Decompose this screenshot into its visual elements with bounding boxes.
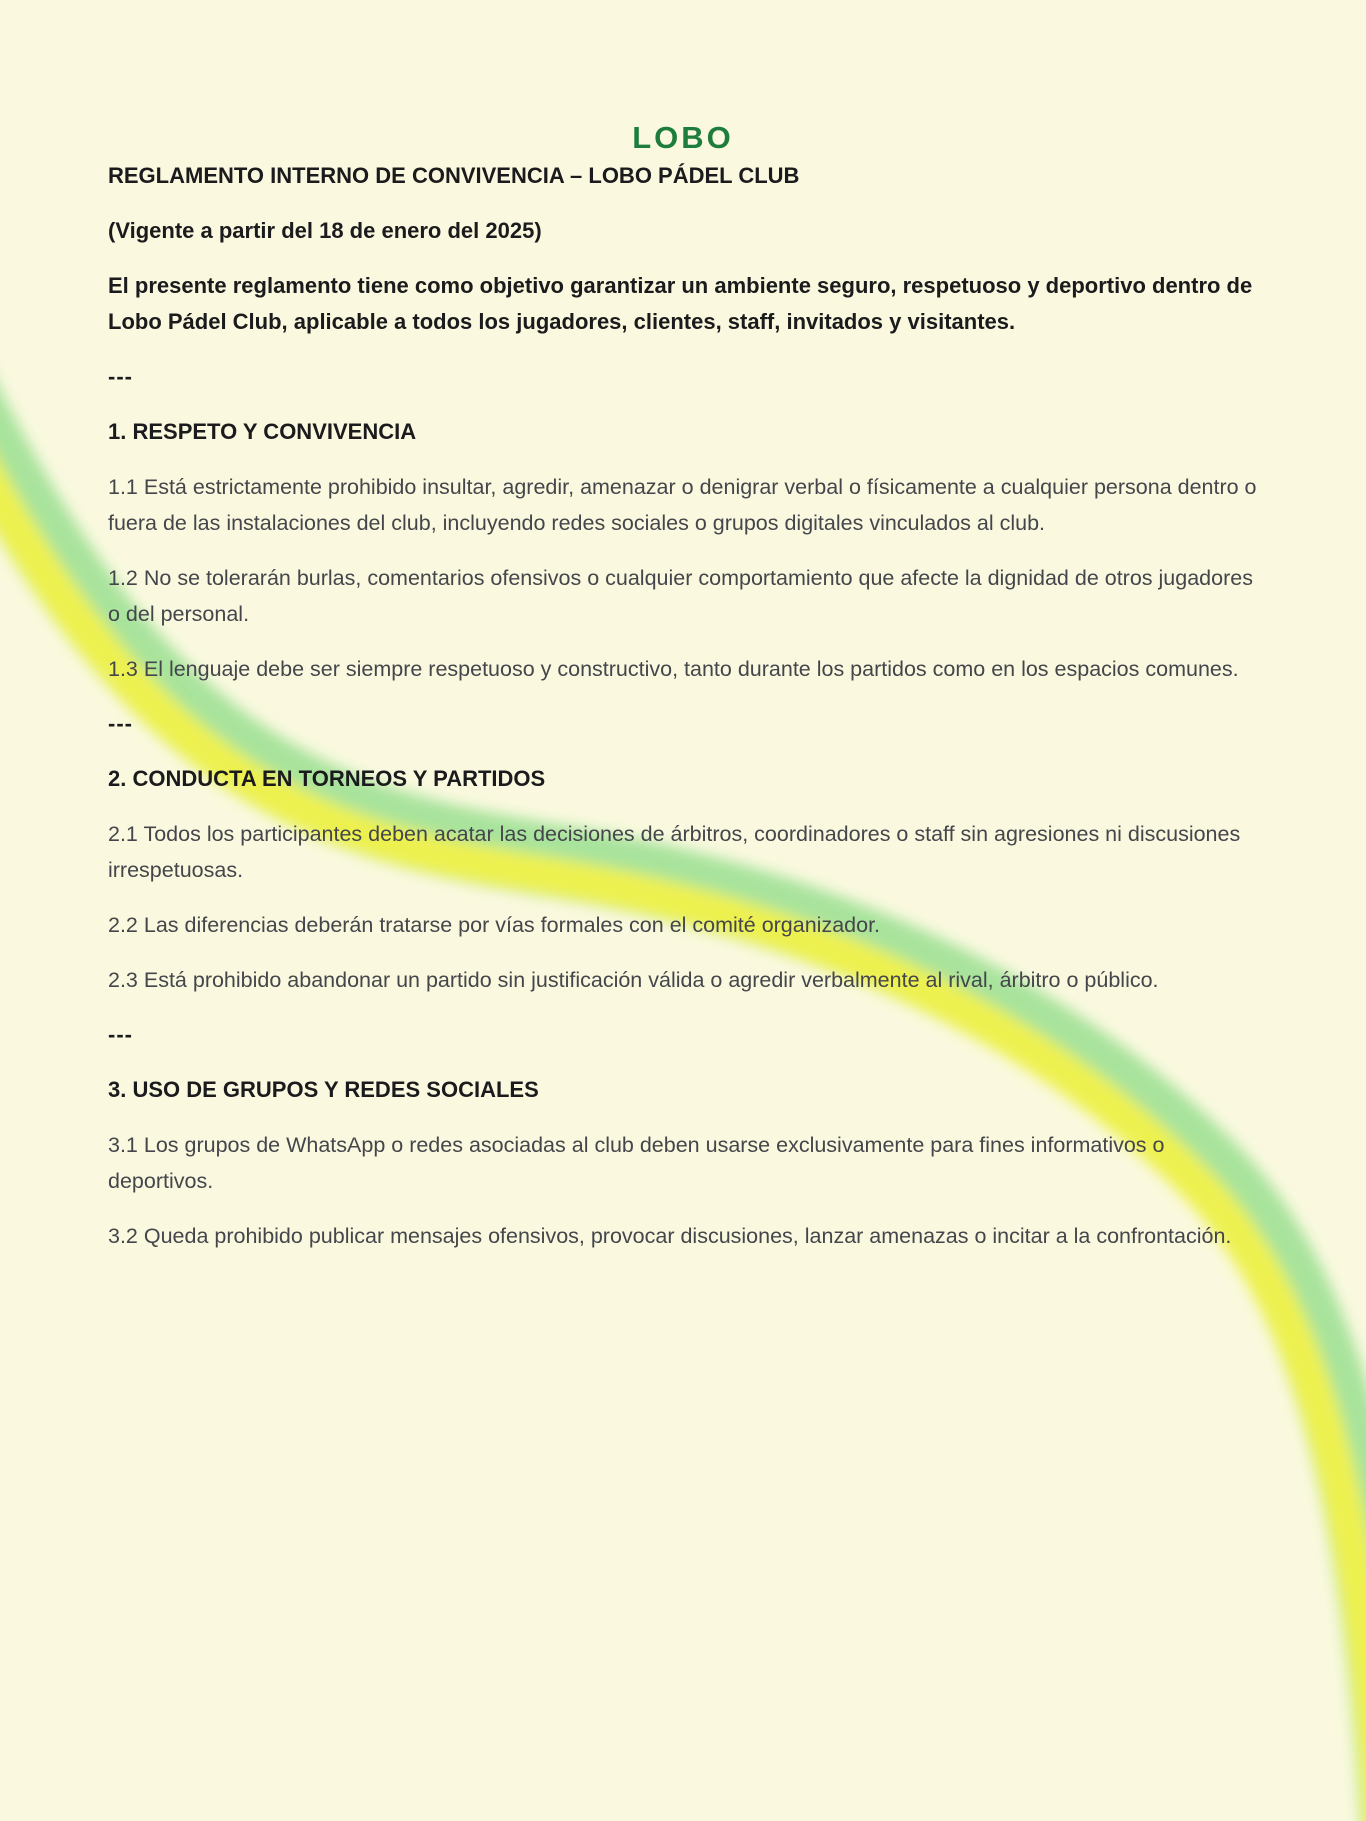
section-separator: ---: [108, 364, 133, 389]
section-separator: ---: [108, 711, 133, 736]
rule-item: 3.2 Queda prohibido publicar mensajes ofensivos, provocar discusiones, lanzar amenazas o incitar a la confrontación.: [108, 1224, 1232, 1248]
sections-container: [108, 359, 1258, 1254]
document-content: [0, 118, 1366, 1254]
rule-item: 2.3 Está prohibido abandonar un partido sin justificación válida o agredir verbalmente al rival, árbitro o público.: [108, 968, 1159, 992]
document-title: REGLAMENTO INTERNO DE CONVIVENCIA – LOBO PÁDEL CLUB: [108, 163, 800, 188]
effective-date-line: (Vigente a partir del 18 de enero del 2025): [108, 218, 542, 243]
rule-item: 3.1 Los grupos de WhatsApp o redes asociadas al club deben usarse exclusivamente para fines informativos o deportivos.: [108, 1133, 1165, 1193]
intro-paragraph: El presente reglamento tiene como objetivo garantizar un ambiente seguro, respetuoso y deportivo dentro de Lobo Pádel Club, aplicable a todos los jugadores, clientes, staff, invitados y visitantes.: [108, 273, 1253, 334]
section-separator: ---: [108, 1022, 133, 1047]
club-logo: LOBO: [632, 120, 734, 155]
section-heading: 1. RESPETO Y CONVIVENCIA: [108, 419, 417, 444]
rule-item: 2.2 Las diferencias deberán tratarse por vías formales con el comité organizador.: [108, 913, 881, 937]
rule-item: 1.2 No se tolerarán burlas, comentarios ofensivos o cualquier comportamiento que afecte la dignidad de otros jugadores o del personal.: [108, 566, 1253, 626]
section-heading: 3. USO DE GRUPOS Y REDES SOCIALES: [108, 1077, 539, 1102]
rule-item: 1.3 El lenguaje debe ser siempre respetuoso y constructivo, tanto durante los partidos como en los espacios comunes.: [108, 657, 1239, 681]
rule-item: 2.1 Todos los participantes deben acatar las decisiones de árbitros, coordinadores o staff sin agresiones ni discusiones irrespetuosas.: [108, 822, 1241, 882]
rule-item: 1.1 Está estrictamente prohibido insultar, agredir, amenazar o denigrar verbal o físicamente a cualquier persona dentro o fuera de las instalaciones del club, incluyendo redes sociales o grupos digitales vinculados al club.: [108, 475, 1257, 535]
section-heading: 2. CONDUCTA EN TORNEOS Y PARTIDOS: [108, 766, 546, 791]
